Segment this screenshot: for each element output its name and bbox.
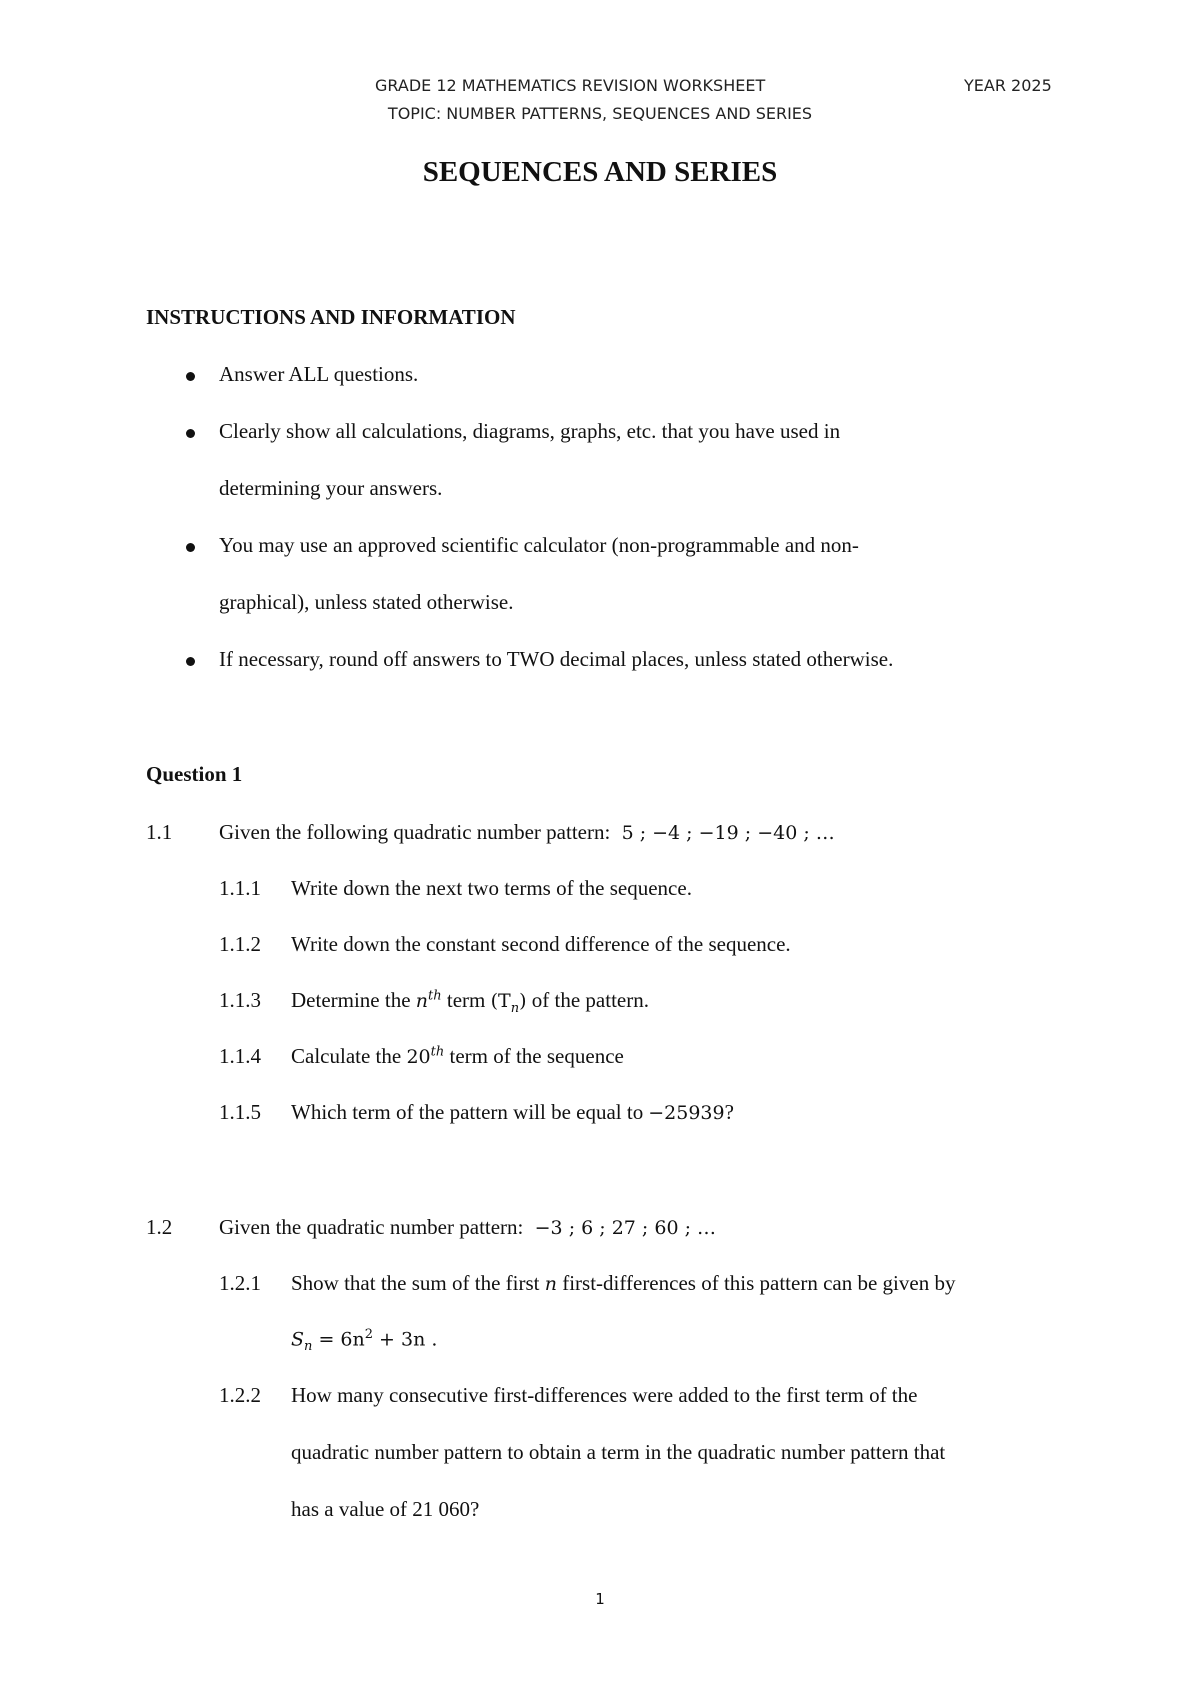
math-var: 20 <box>406 1046 431 1068</box>
subquestion-text-part: ? <box>724 1100 734 1124</box>
bullet-icon <box>186 429 195 438</box>
math-value: −25939 <box>648 1102 725 1124</box>
question-text <box>219 820 835 845</box>
header-year: YEAR 2025 <box>964 76 1052 95</box>
subquestion-text-part: term of the sequence <box>449 1044 624 1068</box>
subquestion-text <box>291 1271 955 1296</box>
subquestion-number: 1.2.2 <box>219 1383 261 1407</box>
subquestion-number: 1.2.1 <box>219 1271 261 1295</box>
subquestion-text-continued: quadratic number pattern to obtain a term in the quadratic number pattern that <box>291 1440 946 1464</box>
subquestion-text-part: Determine the <box>291 988 411 1012</box>
bullet-icon <box>186 372 195 381</box>
question-text-label: Given the quadratic number pattern: <box>219 1215 524 1239</box>
subquestion-text-part: Calculate the <box>291 1044 402 1068</box>
subquestion-text-part: of the pattern. <box>531 988 649 1012</box>
math-sub: n <box>510 1000 520 1016</box>
math-var: n <box>415 990 429 1012</box>
instruction-item: If necessary, round off answers to TWO decimal places, unless stated otherwise. <box>219 647 894 671</box>
math-20th <box>406 1046 444 1068</box>
math-var: (T <box>490 990 511 1012</box>
subquestion-number: 1.1.1 <box>219 876 261 900</box>
header-topic: TOPIC: NUMBER PATTERNS, SEQUENCES AND SERIES <box>387 104 813 123</box>
math-var: + 3n . <box>373 1328 438 1351</box>
question-text-label: Given the following quadratic number pattern: <box>219 820 611 844</box>
question-text <box>219 1215 716 1240</box>
subquestion-number: 1.1.4 <box>219 1044 261 1068</box>
page-title: SEQUENCES AND SERIES <box>422 156 778 188</box>
question-number: 1.1 <box>146 820 173 844</box>
subquestion-number: 1.1.5 <box>219 1100 261 1124</box>
subquestion-number: 1.1.2 <box>219 932 261 956</box>
math-sup: th <box>430 1044 445 1060</box>
sum-formula <box>291 1327 437 1354</box>
math-n <box>416 990 442 1012</box>
subquestion-text <box>291 1044 624 1069</box>
question-number: 1.2 <box>146 1215 173 1239</box>
bullet-icon <box>186 543 195 552</box>
instruction-item: You may use an approved scientific calculator (non-programmable and non- <box>219 533 859 557</box>
math-sup: th <box>428 988 442 1004</box>
header-left: GRADE 12 MATHEMATICS REVISION WORKSHEET <box>375 76 766 95</box>
subquestion-text-part: Show that the sum of the first <box>291 1271 540 1295</box>
number-pattern: 5 ; −4 ; −19 ; −40 ; … <box>621 822 835 844</box>
subquestion-text <box>291 988 649 1016</box>
math-sub: n <box>304 1339 313 1355</box>
math-var: n <box>544 1273 557 1295</box>
subquestion-text-part: first-differences of this pattern can be given by <box>562 1271 956 1295</box>
subquestion-text <box>291 1100 734 1125</box>
math-var: = 6n <box>312 1328 365 1351</box>
instruction-item-continued: determining your answers. <box>219 476 443 500</box>
number-pattern: −3 ; 6 ; 27 ; 60 ; … <box>534 1217 717 1239</box>
bullet-icon <box>186 657 195 666</box>
math-sup: 2 <box>364 1327 374 1342</box>
instructions-heading: INSTRUCTIONS AND INFORMATION <box>146 305 516 329</box>
subquestion-text-part: term <box>446 988 486 1012</box>
page-number: 1 <box>595 1590 605 1608</box>
subquestion-text-continued: has a value of 21 060? <box>291 1497 480 1521</box>
subquestion-text-part: Which term of the pattern will be equal to <box>291 1100 644 1124</box>
subquestion-text: How many consecutive first-differences were added to the first term of the <box>291 1383 918 1407</box>
question-heading: Question 1 <box>146 762 243 786</box>
instruction-item-continued: graphical), unless stated otherwise. <box>219 590 514 614</box>
math-tn <box>490 990 527 1016</box>
subquestion-text: Write down the next two terms of the sequence. <box>291 876 692 900</box>
subquestion-text: Write down the constant second difference of the sequence. <box>291 932 791 956</box>
instruction-item: Answer ALL questions. <box>219 362 419 386</box>
math-var: S <box>291 1328 305 1351</box>
math-var: ) <box>519 990 527 1012</box>
subquestion-number: 1.1.3 <box>219 988 261 1012</box>
instruction-item: Clearly show all calculations, diagrams, graphs, etc. that you have used in <box>219 419 841 443</box>
